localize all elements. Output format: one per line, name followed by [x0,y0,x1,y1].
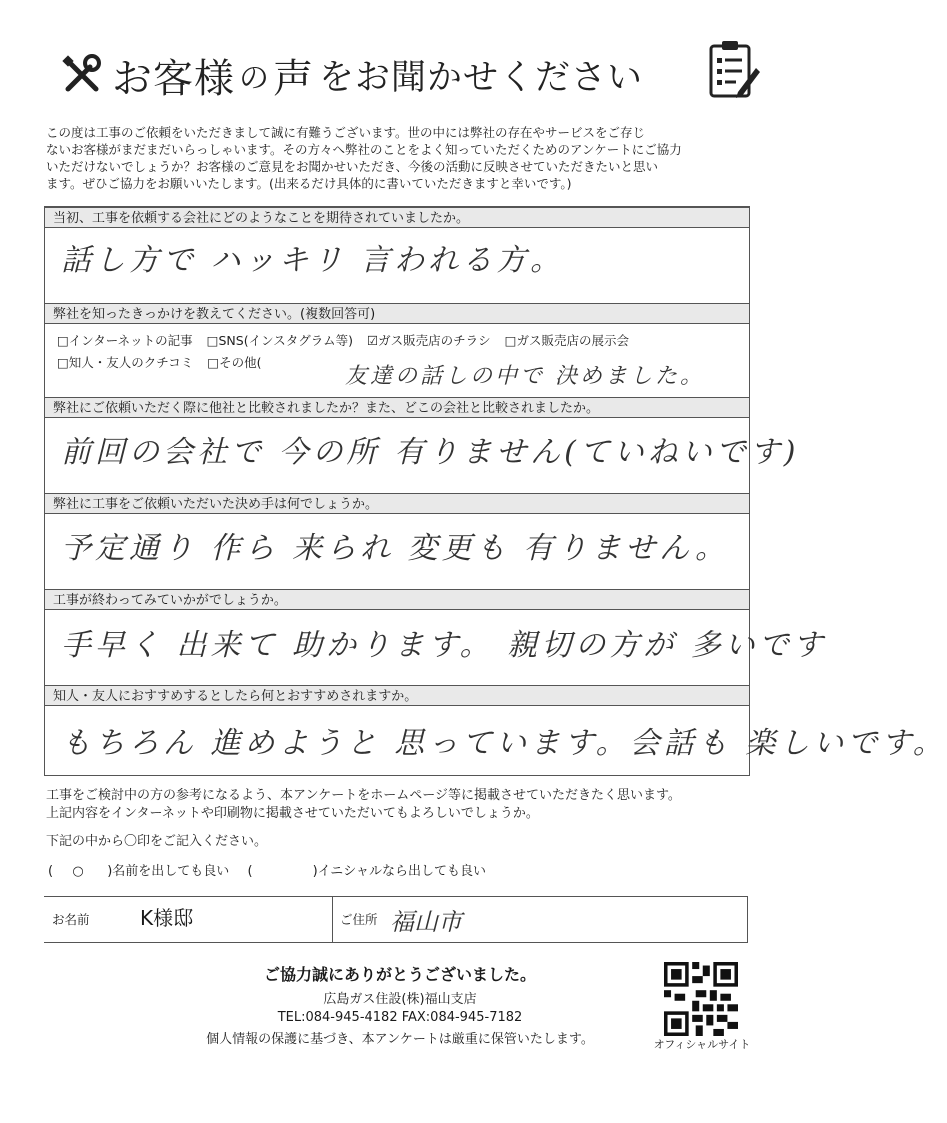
privacy-note: 個人情報の保護に基づき、本アンケートは厳重に保管いたします。 [206,1032,594,1047]
choice-name-label: )名前を出しても良い [107,864,230,879]
intro-line: この度は工事のご依頼をいただきまして誠に有難うございます。世の中には弊社の存在やサービスをご存じ [46,125,646,140]
answer-3: 前回の会社で 今の所 有りません(ていねいです) [61,435,800,470]
question-3: 弊社にご依頼いただく際に他社と比較されましたか？また、どこの会社と比較されましたか。 [45,397,749,418]
choice-initial-open[interactable]: ( [247,864,253,879]
question-1: 当初、工事を依頼する会社にどのようなことを期待されていましたか。 [45,207,749,228]
title-part2: の [239,61,269,96]
answer-6: もちろん 進めようと 思っています。会話も 楽しいです。 [61,726,947,761]
thanks-text: ご協力誠にありがとうございました。 [263,965,536,984]
title-part4: をお聞かせください [319,58,644,98]
name-value[interactable]: K様邸 [140,906,194,930]
choice-name-mark: ○ [72,864,84,879]
other-answer: 友達の話しの中で 決めました。 [345,364,705,389]
question-5: 工事が終わってみていかがでしょうか。 [45,589,749,610]
name-address-box [44,896,748,944]
qr-code-icon[interactable] [664,962,738,1036]
contact-info: TEL:084-945-4182 FAX:084-945-7182 [277,1010,523,1025]
question-6: 知人・友人におすすめするとしたら何とおすすめされますか。 [45,685,749,706]
choice-instruction: 下記の中から〇印をご記入ください。 [46,834,268,849]
tools-icon [60,53,104,97]
answer-1: 話し方で ハッキリ 言われる方。 [61,243,565,278]
title-part3: 声 [273,55,313,102]
question-2: 弊社を知ったきっかけを教えてください。(複数回答可) [45,303,749,324]
address-value[interactable]: 福山市 [390,908,462,936]
option-sns[interactable]: □SNS(インスタグラム等) [206,333,353,348]
clipboard-icon [708,38,760,100]
name-label: お名前 [52,912,90,927]
intro-text [46,124,752,192]
question-4: 弊社に工事をご依頼いただいた決め手は何でしょうか。 [45,493,749,514]
qr-caption: オフィシャルサイト [653,1038,751,1051]
answer-4: 予定通り 作ら 来られ 変更も 有りません。 [61,531,729,566]
option-showroom[interactable]: □ガス販売店の展示会 [504,333,629,348]
choice-name-open[interactable]: ( ○ [48,864,103,879]
consent-choices [48,860,486,879]
choice-initial-label: )イニシャルなら出しても良い [312,864,486,879]
title-part1: お客様 [112,55,235,102]
options-row-2 [57,353,271,371]
answer-5: 手早く 出来て 助かります。 親切の方が 多いです [61,628,827,663]
option-flyer[interactable]: ☑ガス販売店のチラシ [366,333,491,348]
option-other[interactable]: □その他( [207,355,262,370]
option-word-of-mouth[interactable]: □知人・友人のクチコミ [57,355,194,370]
intro-line: ます。ぜひご協力をお願いいたします。(出来るだけ具体的に書いていただきますと幸いです。) [46,176,572,191]
address-label: ご住所 [340,912,378,927]
publish-request-1: 工事をご検討中の方の参考になるよう、本アンケートをホームページ等に掲載させていただきたく思います。 [46,788,681,803]
page-title [60,40,760,110]
option-internet[interactable]: □インターネットの記事 [57,333,193,348]
publish-request-2: 上記内容をインターネットや印刷物に掲載させていただいてもよろしいでしょうか。 [46,806,539,821]
options-row-1 [57,331,639,349]
survey-form [44,206,947,776]
footer [150,962,650,1047]
intro-line: いただけないでしょうか？お客様のご意見をお聞かせいただき、今後の活動に反映させていただきたいと思い [46,159,659,174]
intro-line: ないお客様がまだまだいらっしゃいます。その方々へ弊社のことをよく知っていただくためのアンケートにご協力 [46,142,682,157]
company-name: 広島ガス住設(株)福山支店 [323,992,477,1007]
